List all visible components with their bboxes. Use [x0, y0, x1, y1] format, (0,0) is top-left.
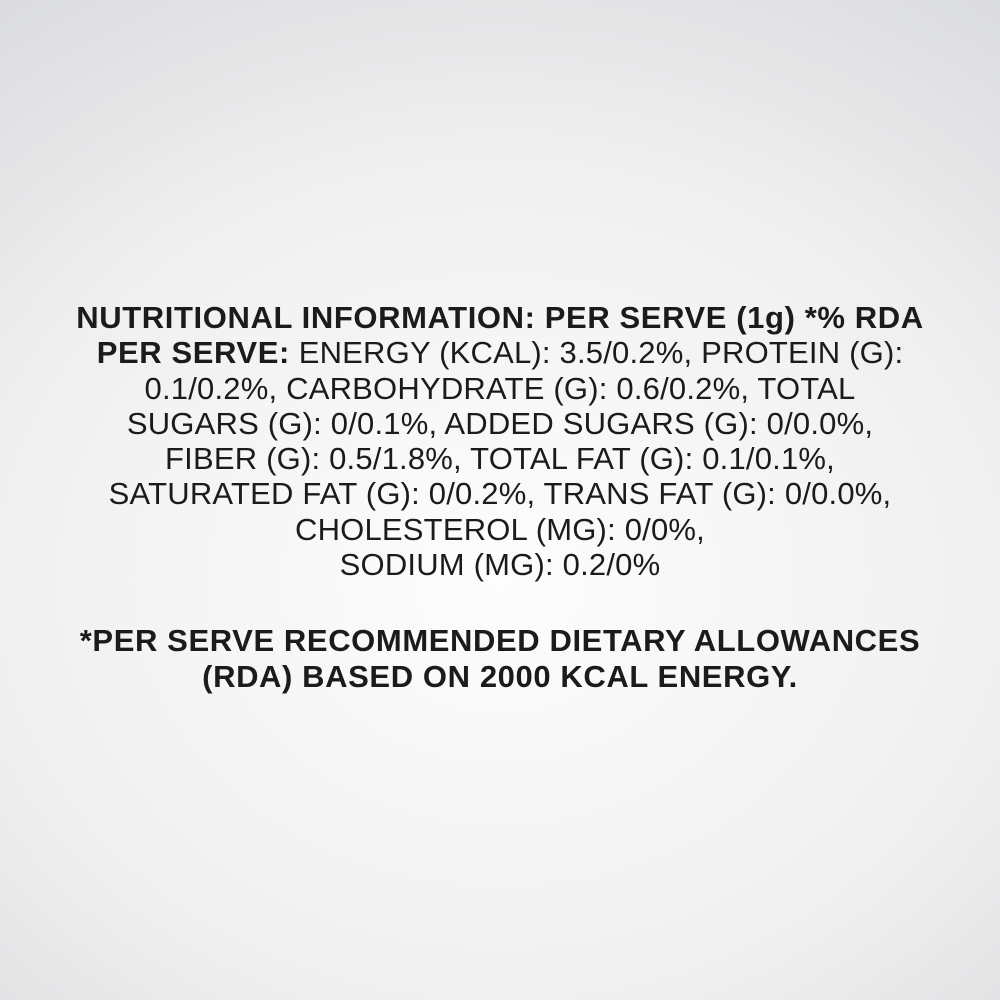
per-serve-label: PER SERVE:	[96, 335, 290, 371]
nutrition-text-line: 0.1/0.2%, CARBOHYDRATE (G): 0.6/0.2%, TOTAL	[144, 370, 856, 406]
nutrition-label	[0, 300, 1000, 694]
rda-footnote	[0, 623, 1000, 694]
rda-footnote-line: *PER SERVE RECOMMENDED DIETARY ALLOWANCES	[79, 623, 921, 659]
rda-footnote-line: (RDA) BASED ON 2000 KCAL ENERGY.	[202, 658, 798, 694]
nutrition-text-line: FIBER (G): 0.5/1.8%, TOTAL FAT (G): 0.1/0.1%,	[165, 441, 835, 477]
nutrition-text-line: SUGARS (G): 0/0.1%, ADDED SUGARS (G): 0/0.0%,	[126, 405, 874, 441]
nutrition-text-line: CHOLESTEROL (MG): 0/0%,	[295, 511, 705, 547]
nutrition-text-line: PER SERVE: ENERGY (KCAL): 3.5/0.2%, PROTEIN (G):	[96, 335, 904, 371]
nutrition-text-line: SATURATED FAT (G): 0/0.2%, TRANS FAT (G): 0/0.0%,	[108, 476, 892, 512]
nutrition-body-text	[0, 300, 1000, 582]
nutrition-text-line: SODIUM (MG): 0.2/0%	[339, 547, 661, 583]
nutrition-heading-bold: NUTRITIONAL INFORMATION: PER SERVE (1g) *% RDA	[76, 300, 924, 335]
nutrition-heading	[0, 300, 1000, 335]
